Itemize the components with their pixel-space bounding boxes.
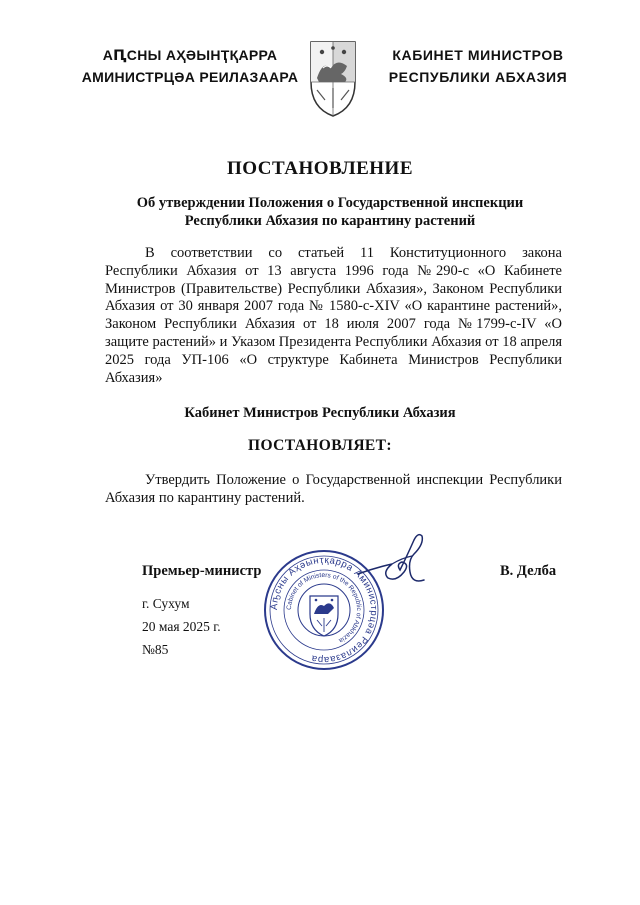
issuer-line: Кабинет Министров Республики Абхазия xyxy=(184,405,456,421)
document-number: №85 xyxy=(142,642,169,657)
signatory-role: Премьер-министр xyxy=(142,563,262,579)
letterhead-left-line2: АМИНИСТРЦӘА РЕИЛАЗААРА xyxy=(81,69,299,85)
letterhead-abkhaz-name xyxy=(80,44,300,88)
decree-heading: ПОСТАНОВЛЯЕТ: xyxy=(248,437,392,454)
letterhead-right-line1: КАБИНЕТ МИНИСТРОВ xyxy=(392,47,564,63)
seal-outer-textpath: Аҧсны Аҳәынҭқарра Аминистрцәа Реилазаара xyxy=(268,554,380,666)
signatory-name: В. Делба xyxy=(500,563,557,579)
document-title: ПОСТАНОВЛЕНИЕ xyxy=(226,158,414,179)
letterhead-left-line1: АԤСНЫ АҲӘЫНҬҚАРРА xyxy=(102,47,278,63)
issue-date: 20 мая 2025 г. xyxy=(142,619,221,634)
handwritten-signature xyxy=(352,528,442,588)
seal-inner-textpath: Cabinet of Ministers of the Republic of Abkhazia xyxy=(285,571,363,645)
issue-place: г. Сухум xyxy=(142,596,190,611)
letterhead-right-line2: РЕСПУБЛИКИ АБХАЗИЯ xyxy=(388,69,568,85)
preamble-paragraph: В соответствии со статьей 11 Конституционного закона Республики Абхазия от 13 августа 1996 года №290-с «О Кабинете Министров (Правительстве) Республики Абхазия», Законом Республики Абхазия от 30 января 2007 года № 1580-с-XIV «О карантине растений», Законом Республики Абхазия от 18 июля 2007 года №1799-с-IV «О защите растений» и Указом Президента Республики Абхазия от 18 апреля 2025 года УП-106 «О структуре Кабинета Министров Республики Абхазия» xyxy=(105,245,562,386)
subtitle-line1: Об утверждении Положения о Государственной инспекции xyxy=(136,195,524,211)
resolution-paragraph: Утвердить Положение о Государственной инспекции Республики Абхазия по карантину растений. xyxy=(105,472,562,506)
document-subtitle xyxy=(100,194,560,230)
subtitle-line2: Республики Абхазия по карантину растений xyxy=(184,213,476,229)
coat-of-arms-icon xyxy=(307,38,359,118)
letterhead-russian-name xyxy=(378,44,578,88)
